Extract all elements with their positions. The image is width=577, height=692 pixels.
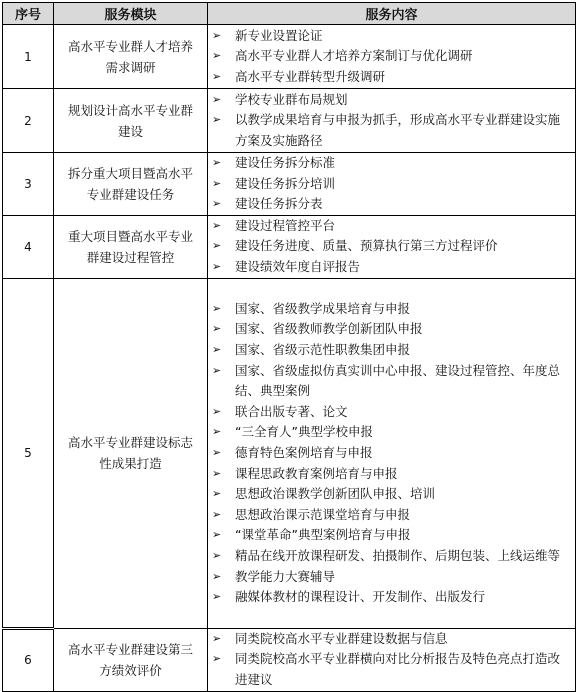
service-item-list [208,629,575,691]
service-item-text: 建设过程管控平台 [235,217,336,233]
service-item-text: 国家、省级教师教学创新团队申报 [235,321,423,337]
table-row [3,89,576,153]
list-item [208,546,575,567]
arrow-bullet-icon: ➢ [212,197,222,211]
arrow-bullet-icon: ➢ [212,590,222,604]
service-item-text: 精品在线开放课程研发、拍摄制作、后期包装、上线运维等 [235,547,561,563]
service-content [208,25,576,89]
arrow-bullet-icon: ➢ [212,49,222,63]
service-module: 高水平专业群建设标志性成果打造 [54,278,208,628]
arrow-bullet-icon: ➢ [212,113,222,127]
service-item-text: 新专业设置论证 [235,27,323,43]
row-number: 3 [3,153,54,216]
service-item-text: 国家、省级示范性职教集团申报 [235,342,411,358]
list-item [208,587,575,608]
service-module: 拆分重大项目暨高水平专业群建设任务 [54,153,208,216]
header-no: 序号 [3,3,54,25]
arrow-bullet-icon: ➢ [212,548,222,562]
service-item-text: 教学能力大赛辅导 [235,568,336,584]
service-item-text: “课堂革命”典型案例培育与申报 [235,527,411,543]
arrow-bullet-icon: ➢ [212,260,222,274]
list-item [208,464,575,485]
service-item-text: 课程思政教育案例培育与申报 [235,465,398,481]
header-module: 服务模块 [54,3,208,25]
service-content [208,89,576,153]
service-module: 重大项目暨高水平专业群建设过程管控 [54,215,208,278]
service-item-text: 同类院校高水平专业群横向对比分析报告及特色亮点打造改进建议 [235,651,561,688]
service-module: 高水平专业群建设第三方绩效评价 [54,628,208,691]
service-item-text: 建设任务拆分表 [235,196,323,212]
service-item-list [208,153,575,215]
list-item [208,257,575,278]
arrow-bullet-icon: ➢ [212,156,222,169]
service-item-text: 国家、省级虚拟仿真实训中心申报、建设过程管控、年度总结、典型案例 [235,362,561,399]
service-item-text: 以教学成果培育与申报为抓手，形成高水平专业群建设实施方案及实施路径 [235,112,561,148]
arrow-bullet-icon: ➢ [212,301,222,315]
list-item [208,422,575,443]
arrow-bullet-icon: ➢ [212,466,222,480]
arrow-bullet-icon: ➢ [212,652,222,666]
list-item [208,340,575,361]
service-item-text: 思想政治课示范课堂培育与申报 [235,506,411,522]
service-content [208,215,576,278]
list-item [208,443,575,464]
arrow-bullet-icon: ➢ [212,69,222,83]
service-item-text: 融媒体教材的课程设计、开发制作、出版发行 [235,589,486,605]
list-item [208,402,575,423]
service-item-text: 同类院校高水平专业群建设数据与信息 [235,630,448,646]
list-item [208,194,575,215]
row-number: 6 [3,628,54,691]
arrow-bullet-icon: ➢ [212,487,222,501]
service-item-text: 国家、省级教学成果培育与申报 [235,300,411,316]
service-item-list [208,90,575,152]
list-item [208,361,575,402]
service-item-text: 联合出版专著、论文 [235,403,348,419]
list-item [208,525,575,546]
list-item [208,567,575,588]
arrow-bullet-icon: ➢ [212,28,222,42]
service-module: 高水平专业群人才培养需求调研 [54,25,208,89]
table-row [3,215,576,278]
service-item-text: 建设任务拆分培训 [235,175,336,191]
service-item-text: 德育特色案例培育与申报 [235,444,373,460]
arrow-bullet-icon: ➢ [212,445,222,459]
row-number: 2 [3,89,54,153]
service-module: 规划设计高水平专业群建设 [54,89,208,153]
list-item [208,174,575,195]
service-item-text: 建设任务进度、质量、预算执行第三方过程评价 [235,238,498,254]
list-item [208,46,575,67]
service-item-list [208,216,575,278]
arrow-bullet-icon: ➢ [212,363,222,377]
arrow-bullet-icon: ➢ [212,343,222,357]
header-row [3,3,576,25]
service-item-text: 高水平专业群转型升级调研 [235,68,386,84]
arrow-bullet-icon: ➢ [212,92,222,106]
service-item-text: 学校专业群布局规划 [235,91,348,107]
arrow-bullet-icon: ➢ [212,218,222,232]
table-row [3,628,576,691]
arrow-bullet-icon: ➢ [212,507,222,521]
service-content [208,153,576,216]
arrow-bullet-icon: ➢ [212,322,222,336]
service-item-list [208,26,575,88]
service-item-text: 建设绩效年度自评报告 [235,259,361,275]
table-row [3,278,576,628]
list-item [208,319,575,340]
row-number: 5 [3,278,54,628]
arrow-bullet-icon: ➢ [212,631,222,645]
row-number: 1 [3,25,54,89]
service-content [208,628,576,691]
list-item [208,629,575,650]
list-item [208,67,575,88]
service-item-text: 建设任务拆分标准 [235,155,336,170]
service-content [208,278,576,628]
arrow-bullet-icon: ➢ [212,239,222,253]
table-row [3,153,576,216]
list-item [208,299,575,320]
list-item [208,26,575,47]
list-item [208,505,575,526]
row-number: 4 [3,215,54,278]
list-item [208,236,575,257]
arrow-bullet-icon: ➢ [212,176,222,190]
arrow-bullet-icon: ➢ [212,404,222,418]
service-item-text: “三全育人”典型学校申报 [235,424,373,440]
list-item [208,90,575,111]
list-item [208,110,575,151]
arrow-bullet-icon: ➢ [212,569,222,583]
list-item [208,216,575,237]
service-item-list [208,299,575,608]
service-item-text: 思想政治课教学创新团队申报、培训 [235,486,436,502]
header-content: 服务内容 [208,3,576,25]
list-item [208,484,575,505]
table-body [3,25,576,692]
service-item-text: 高水平专业群人才培养方案制订与优化调研 [235,48,473,64]
arrow-bullet-icon: ➢ [212,425,222,439]
table-row [3,25,576,89]
arrow-bullet-icon: ➢ [212,528,222,542]
list-item [208,649,575,690]
list-item [208,153,575,174]
service-table [2,2,576,692]
